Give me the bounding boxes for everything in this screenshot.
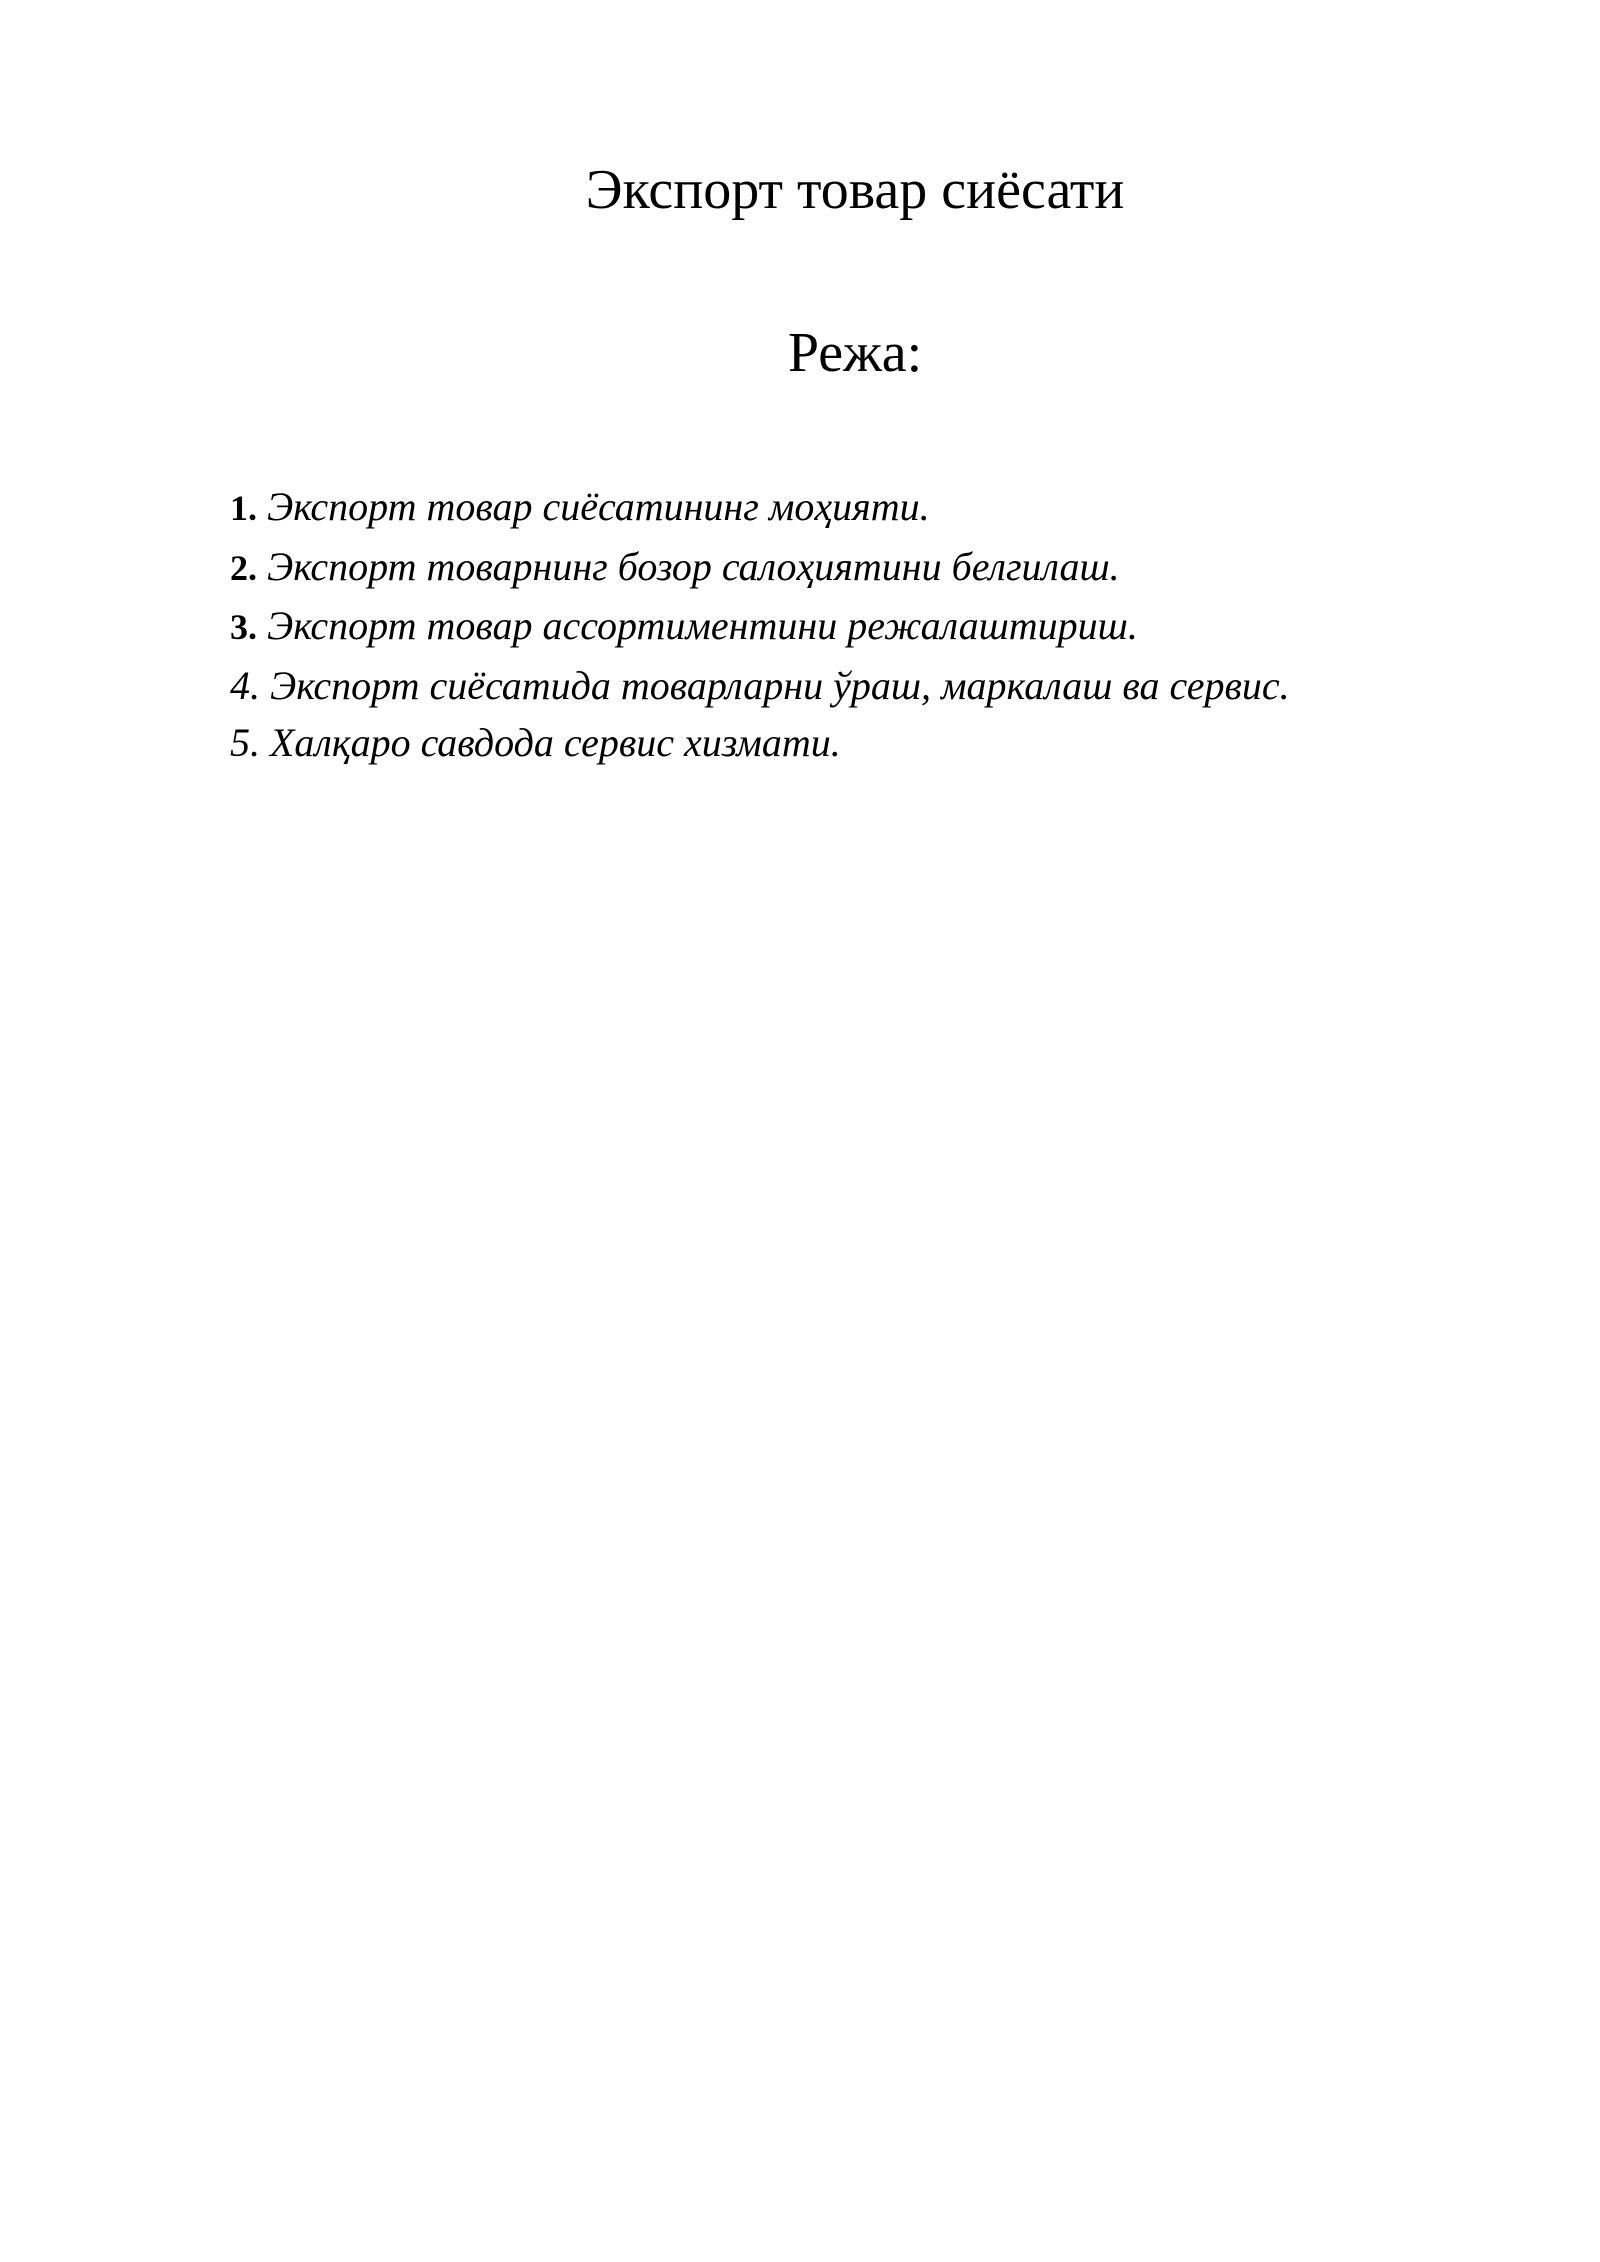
plan-item-text: Экспорт товар ассортиментини режалаштириш. [267, 603, 1138, 648]
plan-item-2 [230, 538, 1530, 598]
plan-item-number: 4. [230, 662, 260, 708]
plan-item-text: Экспорт сиёсатида товарларни ўраш, маркалаш ва сервис. [270, 662, 1290, 708]
plan-item-4 [230, 657, 1530, 715]
plan-item-5 [230, 714, 1530, 772]
plan-item-1 [230, 478, 1530, 538]
plan-item-text: Экспорт товар сиёсатининг моҳияти. [267, 484, 930, 529]
plan-list [230, 478, 1530, 772]
plan-item-number: 3. [230, 607, 257, 647]
plan-item-3 [230, 597, 1530, 657]
plan-item-number: 5. [230, 720, 260, 765]
plan-item-text: Экспорт товарнинг бозор салоҳиятини белгилаш. [267, 543, 1120, 589]
page-title: Экспорт товар сиёсати [585, 159, 1125, 221]
plan-item-number: 1. [230, 488, 257, 528]
plan-heading: Режа: [787, 322, 923, 384]
plan-item-number: 2. [230, 547, 257, 588]
plan-item-text: Халқаро савдода сервис хизмати. [270, 720, 841, 765]
